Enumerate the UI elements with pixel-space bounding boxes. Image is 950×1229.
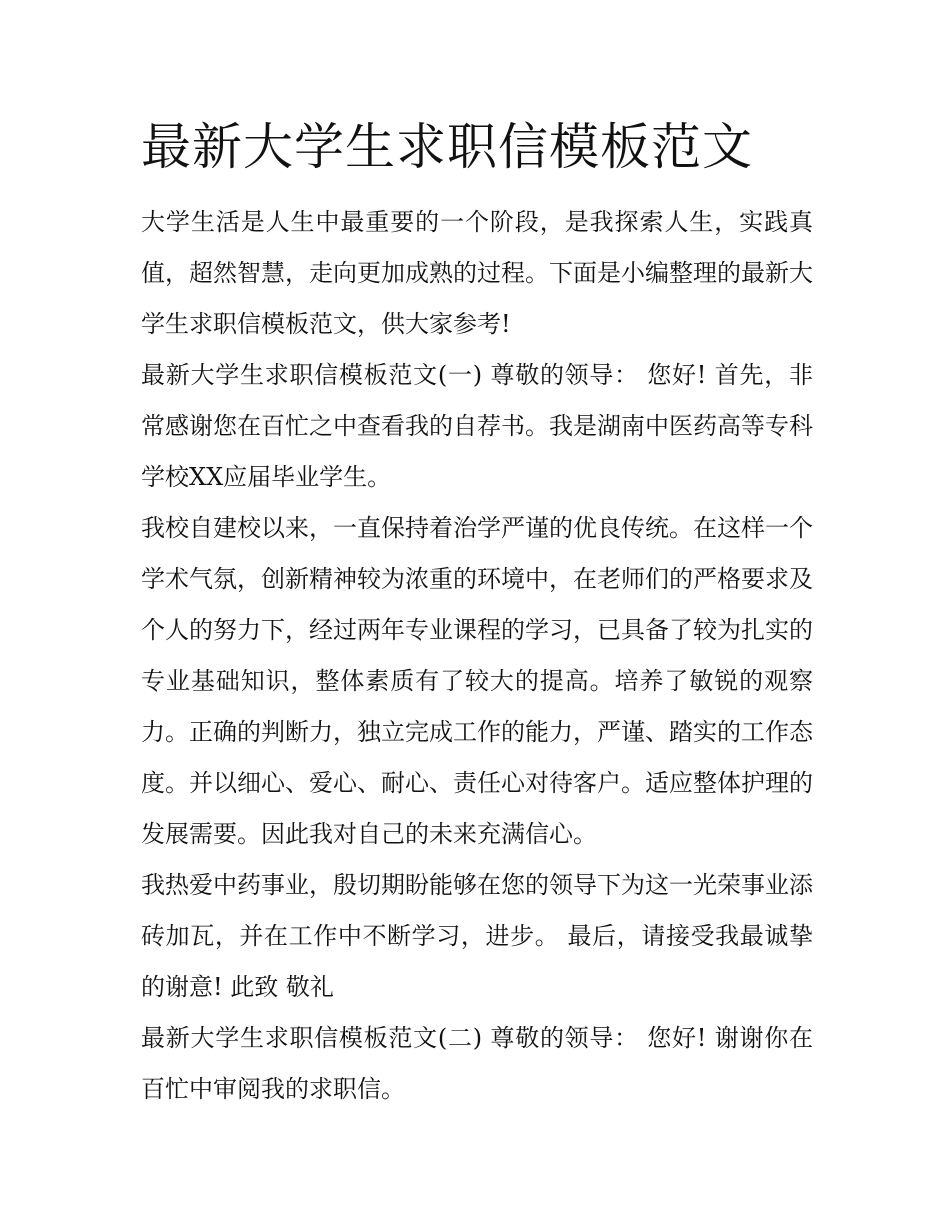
paragraph-intro: 大学生活是人生中最重要的一个阶段，是我探索人生，实践真值，超然智慧，走向更加成熟的过程。下面是小编整理的最新大学生求职信模板范文，供大家参考! [141,208,813,338]
paragraph-closing: 我热爱中药事业，殷切期盼能够在您的领导下为这一光荣事业添砖加瓦，并在工作中不断学习，进步。 最后，请接受我最诚挚的谢意! 此致 敬礼 [141,871,813,1001]
paragraph-sample-one-opening: 最新大学生求职信模板范文(一) 尊敬的领导： 您好! 首先，非常感谢您在百忙之中查看我的自荐书。我是湖南中医药高等专科学校XX应届毕业学生。 [141,361,813,491]
paragraph-school-background: 我校自建校以来，一直保持着治学严谨的优良传统。在这样一个学术气氛，创新精神较为浓重的环境中，在老师们的严格要求及个人的努力下，经过两年专业课程的学习，已具备了较为扎实的专业基础知识，整体素质有了较大的提高。培养了敏锐的观察力。正确的判断力，独立完成工作的能力，严谨、踏实的工作态度。并以细心、爱心、耐心、责任心对待客户。适应整体护理的发展需要。因此我对自己的未来充满信心。 [141,514,813,848]
document-body [141,197,813,1115]
document-title: 最新大学生求职信模板范文 [141,118,753,176]
paragraph-sample-two-opening: 最新大学生求职信模板范文(二) 尊敬的领导： 您好! 谢谢你在百忙中审阅我的求职信。 [141,1024,813,1103]
